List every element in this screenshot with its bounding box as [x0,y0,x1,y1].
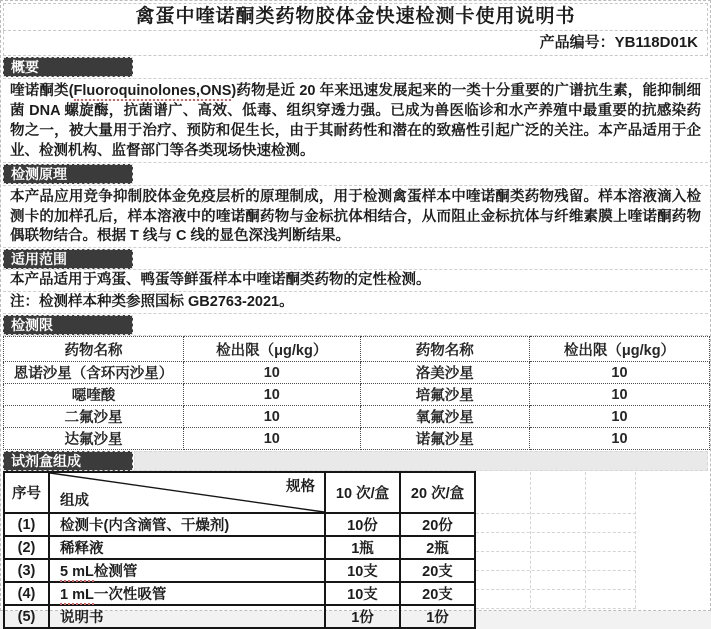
detection-limit-header-row [4,337,710,362]
qty-10-cell: 1瓶 [325,536,400,559]
qty-20-cell: 2瓶 [400,536,475,559]
table-row [4,428,710,450]
grid-line [530,472,531,608]
limit-cell: 10 [184,362,361,384]
col-header-drug-name-left: 药物名称 [4,337,184,362]
empty-spreadsheet-grid [476,472,710,610]
col-header-10-per-box: 10 次/盒 [325,472,400,513]
section-header-row-summary [3,56,708,79]
summary-text-pre: 喹诺酮类( [10,83,74,99]
corner-label-spec: 规格 [286,479,315,495]
col-header-serial: 序号 [4,472,49,513]
kit-row [4,559,475,582]
grid-line [585,472,586,608]
summary-text-post: )药物是近 20 年来迅速发展起来的一类十分重要的广谱抗生素，能抑制细菌 DNA 螺旋酶，抗菌谱广、高效、低毒、组织穿透力强。已成为兽医临诊和水产养殖中最重要的抗感染药物之一，被大量用于治疗、预防和促生长，由于其耐药性和潜在的致癌性引起广泛的关注。本产品适用于企业、检测机构、监督部门等各类现场快速检测。 [10,83,701,159]
kit-composition-table [3,471,476,629]
section-heading-scope: 适用范围 [3,249,133,269]
section-header-row-kit [3,450,708,471]
serial-cell: (1) [4,513,49,536]
limit-cell: 10 [184,384,361,406]
component-name-cell [49,513,325,536]
limit-cell: 10 [529,428,709,450]
corner-label-composition: 组成 [60,493,89,509]
drug-name-cell: 噁喹酸 [4,384,184,406]
scope-note: 注：检测样本种类参照国标 GB2763-2021。 [3,292,708,314]
limit-cell: 10 [529,362,709,384]
col-header-limit-left: 检出限（μg/kg） [184,337,361,362]
summary-latin-term: Fluoroquinolones,ONS [73,83,232,99]
component-name: 检测卡(内含滴管、干燥剂) [60,518,230,534]
diagonal-divider-line [50,473,324,512]
component-name: 检测管 [93,564,138,580]
kit-composition-area [3,471,708,626]
drug-name-cell: 培氟沙星 [360,384,529,406]
qty-20-cell: 20支 [400,582,475,605]
product-number: 产品编号：YB118D01K [3,31,708,56]
limit-cell: 10 [529,384,709,406]
grid-line [476,472,636,514]
drug-name-cell: 洛美沙星 [360,362,529,384]
qty-10-cell: 10份 [325,513,400,536]
kit-corner-cell [49,472,325,513]
component-name-cell [49,582,325,605]
limit-cell: 10 [529,406,709,428]
principle-paragraph: 本产品应用竞争抑制胶体金免疫层析的原理制成，用于检测禽蛋样本中喹诺酮类药物残留。样本溶液滴入检测卡的加样孔后，样本溶液中的喹诺酮药物与金标抗体相结合，从而阻止金标抗体与纤维素膜上喹诺酮药物偶联物结合。根据 T 线与 C 线的显色深浅判断结果。 [3,186,708,248]
underlined-term: 1 mL [60,587,94,603]
serial-cell: (5) [4,605,49,628]
col-header-limit-right: 检出限（μg/kg） [529,337,709,362]
kit-row [4,536,475,559]
drug-name-cell: 氧氟沙星 [360,406,529,428]
col-header-drug-name-right: 药物名称 [360,337,529,362]
section-heading-principle: 检测原理 [3,164,133,184]
underlined-term: 5 mL [60,564,94,580]
drug-name-cell: 二氟沙星 [4,406,184,428]
kit-header-row [4,472,475,513]
document-title: 禽蛋中喹诺酮类药物胶体金快速检测卡使用说明书 [3,3,708,31]
section-header-row-principle [3,163,708,186]
section-header-row-scope [3,248,708,270]
section-heading-kit: 试剂盒组成 [3,451,133,471]
component-name: 说明书 [60,610,104,626]
section-heading-detection-limit: 检测限 [3,315,133,335]
component-name-cell [49,559,325,582]
kit-row [4,605,475,628]
summary-paragraph [3,79,708,163]
grid-line [635,472,636,608]
qty-10-cell: 10支 [325,582,400,605]
qty-20-cell: 20份 [400,513,475,536]
component-name-cell [49,605,325,628]
section-heading-summary: 概要 [3,57,133,77]
kit-row [4,513,475,536]
kit-row [4,582,475,605]
drug-name-cell: 诺氟沙星 [360,428,529,450]
col-header-20-per-box: 20 次/盒 [400,472,475,513]
scope-statement: 本产品适用于鸡蛋、鸭蛋等鲜蛋样本中喹诺酮类药物的定性检测。 [3,270,708,292]
grid-line [476,571,636,590]
kit-header-shaded-strip [134,451,708,471]
drug-name-cell: 达氟沙星 [4,428,184,450]
serial-cell: (3) [4,559,49,582]
qty-10-cell: 1份 [325,605,400,628]
grid-line [476,514,636,533]
limit-cell: 10 [184,428,361,450]
grid-line [476,590,636,609]
table-row [4,406,710,428]
table-row [4,362,710,384]
grid-line [476,552,636,571]
serial-cell: (4) [4,582,49,605]
component-name: 一次性吸管 [93,587,167,603]
grid-line [476,533,636,552]
serial-cell: (2) [4,536,49,559]
component-name: 稀释液 [60,541,104,557]
limit-cell: 10 [184,406,361,428]
component-name-cell [49,536,325,559]
detection-limit-table [3,336,710,450]
section-header-row-detection-limit [3,314,708,336]
qty-20-cell: 20支 [400,559,475,582]
drug-name-cell: 恩诺沙星（含环丙沙星） [4,362,184,384]
qty-10-cell: 10支 [325,559,400,582]
qty-20-cell: 1份 [400,605,475,628]
table-row [4,384,710,406]
